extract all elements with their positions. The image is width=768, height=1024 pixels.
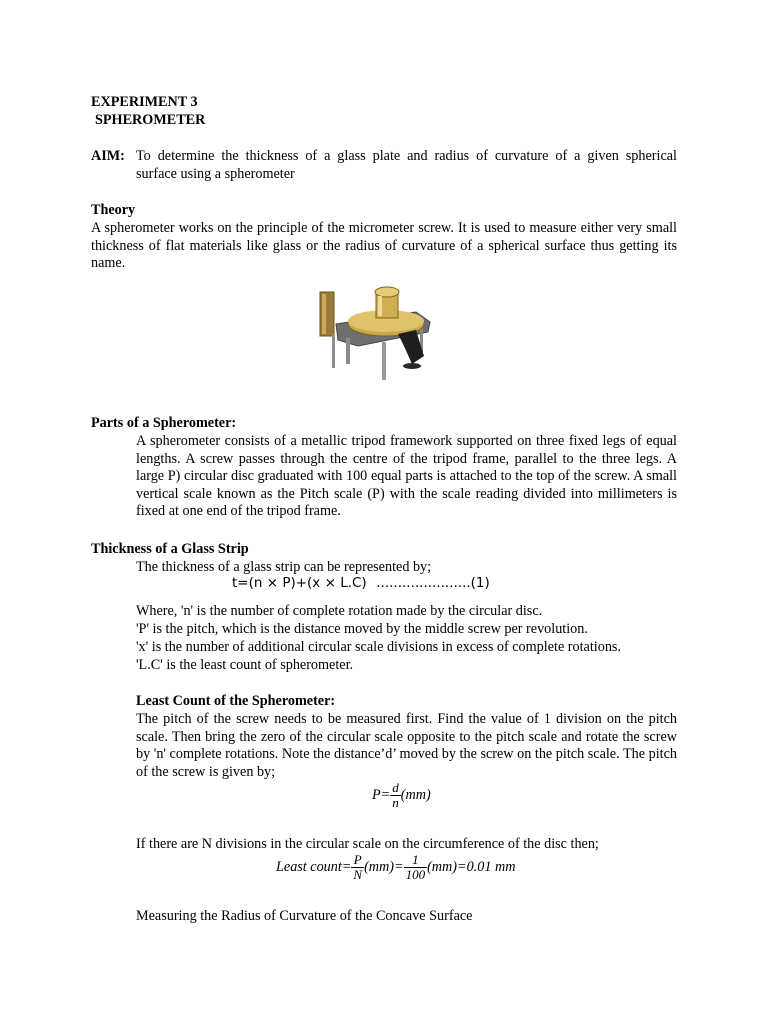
lc-denominator-1: N [353, 867, 363, 882]
pitch-denominator: n [392, 795, 399, 810]
lc-unit-1: (mm)= [364, 858, 404, 875]
radius-heading: Measuring the Radius of Curvature of the Concave Surface [136, 908, 473, 924]
thickness-intro: The thickness of a glass strip can be represented by; [136, 559, 432, 575]
where-lc: 'L.C' is the least count of spherometer. [136, 657, 354, 673]
where-x: 'x' is the number of additional circular scale divisions in excess of complete rotations. [136, 639, 621, 655]
least-count-heading: Least Count of the Spherometer: [136, 693, 336, 709]
pitch-equation [372, 781, 431, 810]
thickness-equation [232, 575, 490, 593]
lc-lhs: Least count= [276, 858, 352, 875]
thickness-formula: t=(n × P)+(x × L.C) [232, 575, 367, 591]
parts-heading: Parts of a Spherometer: [91, 415, 237, 431]
least-count-body: The pitch of the screw needs to be measured first. Find the value of 1 division on the pitch scale. Then bring the zero of the circular scale opposite to the pitch scale and rotate the screw by 'n' complete rotations. Note the distance’d’ moved by the screw on the pitch scale. The pitch of the screw is given by; [136, 711, 677, 780]
thickness-heading: Thickness of a Glass Strip [91, 541, 249, 557]
pitch-fraction [390, 781, 401, 810]
experiment-number: EXPERIMENT 3 [91, 94, 198, 110]
lc-fraction-2 [404, 853, 428, 882]
theory-body: A spherometer works on the principle of the micrometer screw. It is used to measure either very small thickness of flat materials like glass or the radius of curvature of a spherical surface thus getting its name. [91, 220, 677, 272]
spherometer-photo-icon [316, 280, 438, 392]
pitch-lhs: P= [372, 786, 391, 803]
experiment-title: SPHEROMETER [95, 112, 206, 128]
pitch-unit: (mm) [400, 786, 431, 803]
pitch-numerator: d [392, 780, 399, 795]
parts-body: A spherometer consists of a metallic tripod framework supported on three fixed legs of equal lengths. A screw passes through the centre of the tripod frame, parallel to the three legs. A large P) circular disc graduated with 100 equal parts is attached to the top of the screw. A small vertical scale known as the Pitch scale (P) with the scale reading divided into millimeters is fixed at one end of the tripod frame. [136, 433, 677, 520]
lc-unit-2: (mm)=0.01 mm [427, 858, 516, 875]
aim-label: AIM: [91, 148, 125, 164]
equation-number: ......................(1) [376, 575, 490, 591]
aim-line-2: surface using a spherometer [136, 166, 295, 182]
theory-heading: Theory [91, 202, 136, 218]
where-p: 'P' is the pitch, which is the distance moved by the middle screw per revolution. [136, 621, 588, 637]
lc-numerator-2: 1 [404, 853, 428, 868]
where-n: Where, 'n' is the number of complete rotation made by the circular disc. [136, 603, 543, 619]
lc-denominator-2: 100 [405, 867, 426, 882]
lc-fraction-1 [351, 853, 364, 882]
aim-line-1: To determine the thickness of a glass plate and radius of curvature of a given spherical [136, 148, 677, 164]
n-divisions-text: If there are N divisions in the circular scale on the circumference of the disc then; [136, 836, 599, 852]
least-count-equation [276, 853, 515, 882]
lc-numerator-1: P [351, 853, 364, 868]
